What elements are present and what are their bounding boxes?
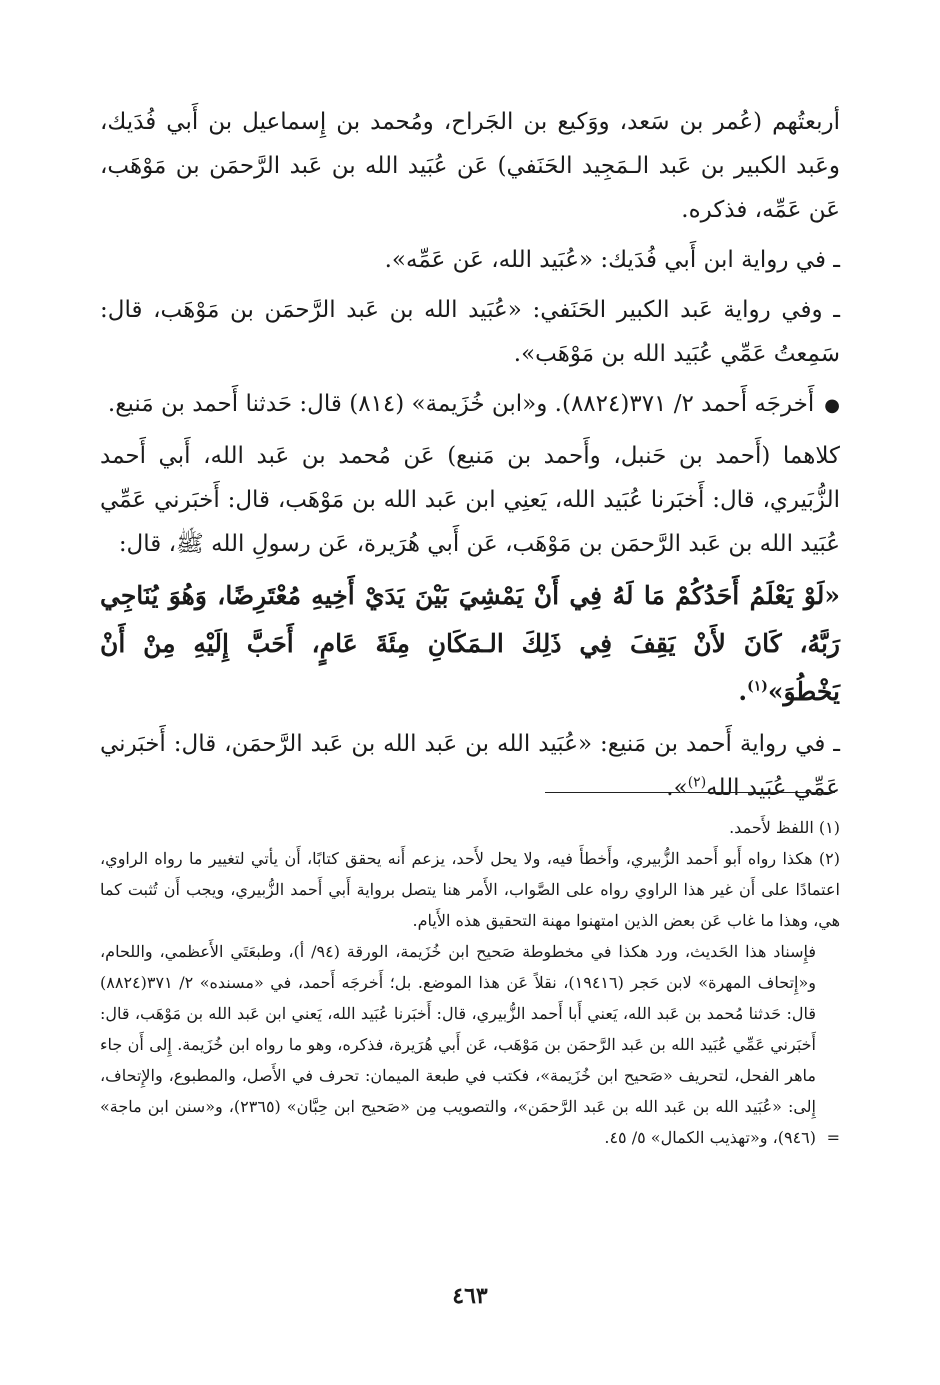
footnote-separator xyxy=(545,792,835,793)
footnote-2-continued: فإِسناد هذا الحَديث، ورد هكذا في مخطوطة صَحيح ابن خُزَيمة، الورقة (٩٤/ أ)، وطبعَتَي الأَعظمي، واللحام، و«إِتحاف المهرة» لابن حَجر (١٩٤١٦)، نقلاً عَن هذا الموضع. بل؛ أَخرجَه أَحمد، في «مسنده» ٢/ ٣٧١(٨٨٢٤) قال: حَدثنا مُحمد بن عَبد الله، يَعني أَبا أَحمد الزُّبيري، قال: أَخبَرنا عُبَيد الله، يَعني ابن عَبد الله بن مَوْهَب، قال: أَخبَرني عَمِّي عُبَيد الله بن عَبد الرَّحمَن بن مَوْهَب، عَن أَبي هُرَيرة، فذكره، وهو ما رواه ابن خُزَيمة. إِلى أَن جاء ماهر الفحل، لتحريف «صَحيح ابن خُزَيمة»، فكتب في طبعة الميمان: تحرف في الأَصل، والمطبوع، والإِتحاف، إِلى: «عُبَيد الله بن عَبد الله بن عَبد الرَّحمَن»، والتصويب مِن «صَحيح ابن حِبَّان» (٢٣٦٥)، و«سنن ابن ماجة» (٩٤٦)، و«تهذيب الكمال» ٥/ ٤٥. xyxy=(100,942,817,1147)
footnote-ref-2: (٢) xyxy=(687,774,707,791)
hadith-matn: «لَوْ يَعْلَمُ أَحَدُكُمْ مَا لَهُ فِي أَنْ يَمْشِيَ بَيْنَ يَدَيْ أَخِيهِ مُعْتَرِضًا، وَهُوَ يُنَاجِي رَبَّهُ، كَانَ لأَنْ يَقِفَ فِي ذَلِكَ الـمَكَانِ مِئَةَ عَامٍ، أَحَبَّ إِلَيْهِ مِنْ أَنْ يَخْطُوَ» xyxy=(100,581,840,706)
footnote-ref-1: (١) xyxy=(747,678,768,695)
paragraph-ahmad-ibn-mani-variant xyxy=(100,722,840,810)
footnote-2: (٢) هكذا رواه أَبو أَحمد الزُّبيري، وأَخطأَ فيه، ولا يحل لأَحد، يزعم أَنه يحقق كتابًا، أَن يأتي لتغيير ما رواه الراوي، اعتمادًا على أَن غير هذا الراوي رواه على الصَّواب، الأَمر هنا يتصل برواية أَبي أَحمد الزُّبيري، ويجب أَن تُثبت كما هي، وهذا ما غاب عَن بعض الذين امتهنوا مهنة التحقيق هذه الأَيام. xyxy=(100,849,840,930)
hadith-end: . xyxy=(738,677,748,706)
variant-end: ». xyxy=(666,775,688,801)
continuation-mark: = xyxy=(826,1128,840,1147)
takhrij-text: أَخرجَه أَحمد ٢/ ٣٧١(٨٨٢٤). و«ابن خُزَيمة» (٨١٤) قال: حَدثنا أَحمد بن مَنيع. xyxy=(107,391,815,417)
main-text xyxy=(100,100,840,816)
bullet-icon: ● xyxy=(824,395,840,416)
page-number: ٤٦٣ xyxy=(452,1283,488,1309)
variant-text: ـ في رواية أَحمد بن مَنيع: «عُبَيد الله بن عَبد الله بن عَبد الرَّحمَن، قال: أَخبَرني عَمِّي عُبَيد الله xyxy=(100,731,840,801)
footnotes xyxy=(100,812,840,1153)
paragraph-ibn-abi-fudayk-variant: ـ في رواية ابن أَبي فُدَيك: «عُبَيد الله، عَن عَمِّه». xyxy=(384,247,840,273)
paragraph-narrators: أربعتُهم (عُمر بن سَعد، ووَكيع بن الجَراح، ومُحمد بن إِسماعيل بن أَبي فُدَيك، وعَبد الكبير بن عَبد الـمَجِيد الحَنَفي) عَن عُبَيد الله بن عَبد الرَّحمَن بن مَوْهَب، عَن عَمِّه، فذكره. xyxy=(100,109,840,223)
hadith-text xyxy=(100,572,840,716)
paragraph-takhrij xyxy=(100,382,840,428)
footnote-1: (١) اللفظ لأَحمد. xyxy=(729,818,840,837)
paragraph-abd-al-kabir-variant: ـ وفي رواية عَبد الكبير الحَنَفي: «عُبَيد الله بن عَبد الرَّحمَن بن مَوْهَب، قال: سَمِعتُ عَمِّي عُبَيد الله بن مَوْهَب». xyxy=(100,297,840,367)
paragraph-isnad: كلاهما (أَحمد بن حَنبل، وأَحمد بن مَنيع) عَن مُحمد بن عَبد الله، أَبي أَحمد الزُّبَيري، قال: أَخبَرنا عُبَيد الله، يَعنِي ابن عَبد الله بن مَوْهَب، قال: أَخبَرني عَمِّي عُبَيد الله بن عَبد الرَّحمَن بن مَوْهَب، عَن أَبي هُرَيرة، عَن رسولِ الله ﷺ، قال: xyxy=(100,443,841,557)
